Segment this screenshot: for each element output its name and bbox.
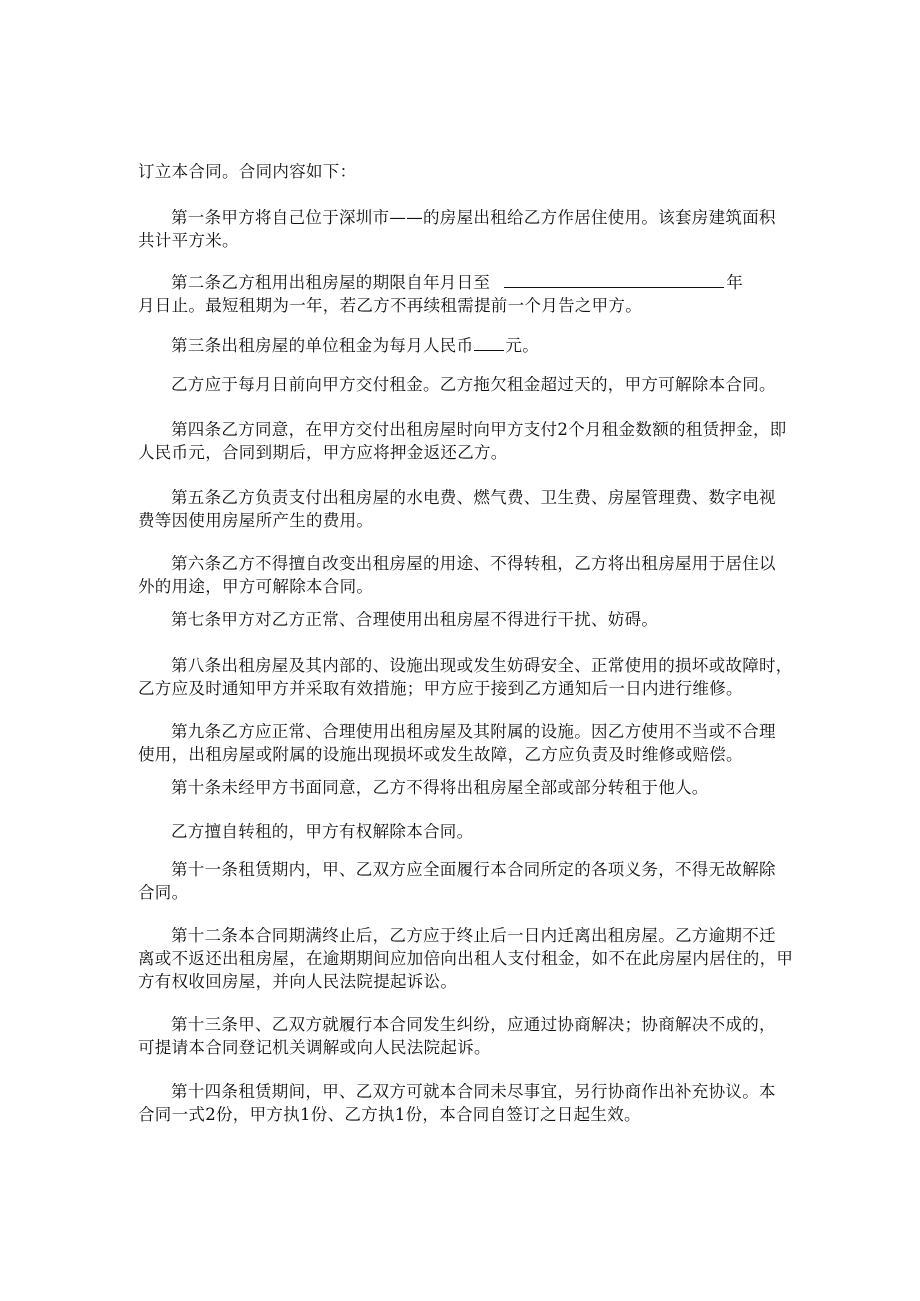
paragraph-article-9 [138,720,790,766]
paragraph-article-3 [138,334,790,357]
rent-amount-blank [474,336,504,351]
paragraph-line: 乙方应于每月日前向甲方交付租金。乙方拖欠租金超过天的，甲方可解除本合同。 [171,375,776,394]
paragraph-article-4 [138,418,790,464]
paragraph-article-6 [138,552,790,598]
paragraph-article-8 [138,654,793,700]
paragraph-line [138,334,790,357]
lease-end-date-blank [504,273,724,288]
paragraph-line: 第十三条甲、乙双方就履行本合同发生纠纷，应通过协商解决；协商解决不成的， [171,1015,776,1034]
paragraph-line [138,271,790,294]
paragraph-line: 外的用途，甲方可解除本合同。 [138,577,374,596]
paragraph-line: 第十四条租赁期间，甲、乙双方可就本合同未尽事宜，另行协商作出补充协议。本 [171,1082,776,1101]
paragraph-line: 月日止。最短租期为一年，若乙方不再续租需提前一个月告之甲方。 [138,296,642,315]
paragraph-line: 乙方应及时通知甲方并采取有效措施；甲方应于接到乙方通知后一日内进行维修。 [138,679,743,698]
article-2-text-after-blank: 年 [726,273,744,292]
paragraph-article-10b [138,820,790,843]
paragraph-line: 第八条出租房屋及其内部的、设施出现或发生妨碍安全、正常使用的损坏或故障时， [171,656,793,675]
paragraph-line: 人民币元，合同到期后，甲方应将押金返还乙方。 [138,443,508,462]
paragraph-line: 合同。 [138,883,189,902]
paragraph-line: 第一条甲方将自己位于深圳市——的房屋出租给乙方作居住使用。该套房建筑面积 [171,208,776,227]
paragraph-article-13 [138,1013,790,1059]
paragraph-line: 费等因使用房屋所产生的费用。 [138,511,374,530]
paragraph-line: 使用，出租房屋或附属的设施出现损坏或发生故障，乙方应负责及时维修或赔偿。 [138,745,743,764]
article-3-text-before-blank: 第三条出租房屋的单位租金为每月人民币 [171,336,474,355]
paragraph-line: 第六条乙方不得擅自改变出租房屋的用途、不得转租，乙方将出租房屋用于居住以 [171,554,776,573]
paragraph-line: 合同一式2份，甲方执1份、乙方执1份，本合同自签订之日起生效。 [138,1105,641,1124]
paragraph-line: 第五条乙方负责支付出租房屋的水电费、燃气费、卫生费、房屋管理费、数字电视 [171,488,776,507]
paragraph-article-12 [138,924,794,993]
article-3-text-after-blank: 元。 [505,336,540,355]
paragraph-article-10 [138,776,790,799]
paragraph-article-3b [138,373,790,396]
paragraph-article-7 [138,608,790,631]
paragraph-line: 方有权收回房屋，并向人民法院提起诉讼。 [138,972,458,991]
paragraph-article-2 [138,271,790,317]
paragraph-line: 可提请本合同登记机关调解或向人民法院起诉。 [138,1038,491,1057]
paragraph-line: 共计平方米。 [138,231,239,250]
paragraph-article-1 [138,206,790,252]
article-2-text-before-blank: 第二条乙方租用出租房屋的期限自年月日至 [171,273,491,292]
paragraph-article-14 [138,1080,790,1126]
paragraph-article-5 [138,486,790,532]
paragraph-line: 第十一条租赁期内，甲、乙双方应全面履行本合同所定的各项义务，不得无故解除 [171,860,776,879]
paragraph-line: 乙方擅自转租的，甲方有权解除本合同。 [171,822,474,841]
paragraph-line: 第十二条本合同期满终止后，乙方应于终止后一日内迁离出租房屋。乙方逾期不迁 [171,926,776,945]
paragraph-line: 第七条甲方对乙方正常、合理使用出租房屋不得进行干扰、妨碍。 [171,610,659,629]
paragraph-line: 订立本合同。合同内容如下： [138,162,357,181]
paragraph-line: 离或不返还出租房屋，在逾期期间应加倍向出租人支付租金，如不在此房屋内居住的，甲 [138,949,794,968]
paragraph-line: 第四条乙方同意，在甲方交付出租房屋时向甲方支付2个月租金数额的租赁押金，即 [171,420,787,439]
paragraph-intro [138,160,790,183]
paragraph-line: 第九条乙方应正常、合理使用出租房屋及其附属的设施。因乙方使用不当或不合理 [171,722,776,741]
paragraph-line: 第十条未经甲方书面同意，乙方不得将出租房屋全部或部分转租于他人。 [171,778,709,797]
paragraph-article-11 [138,858,790,904]
